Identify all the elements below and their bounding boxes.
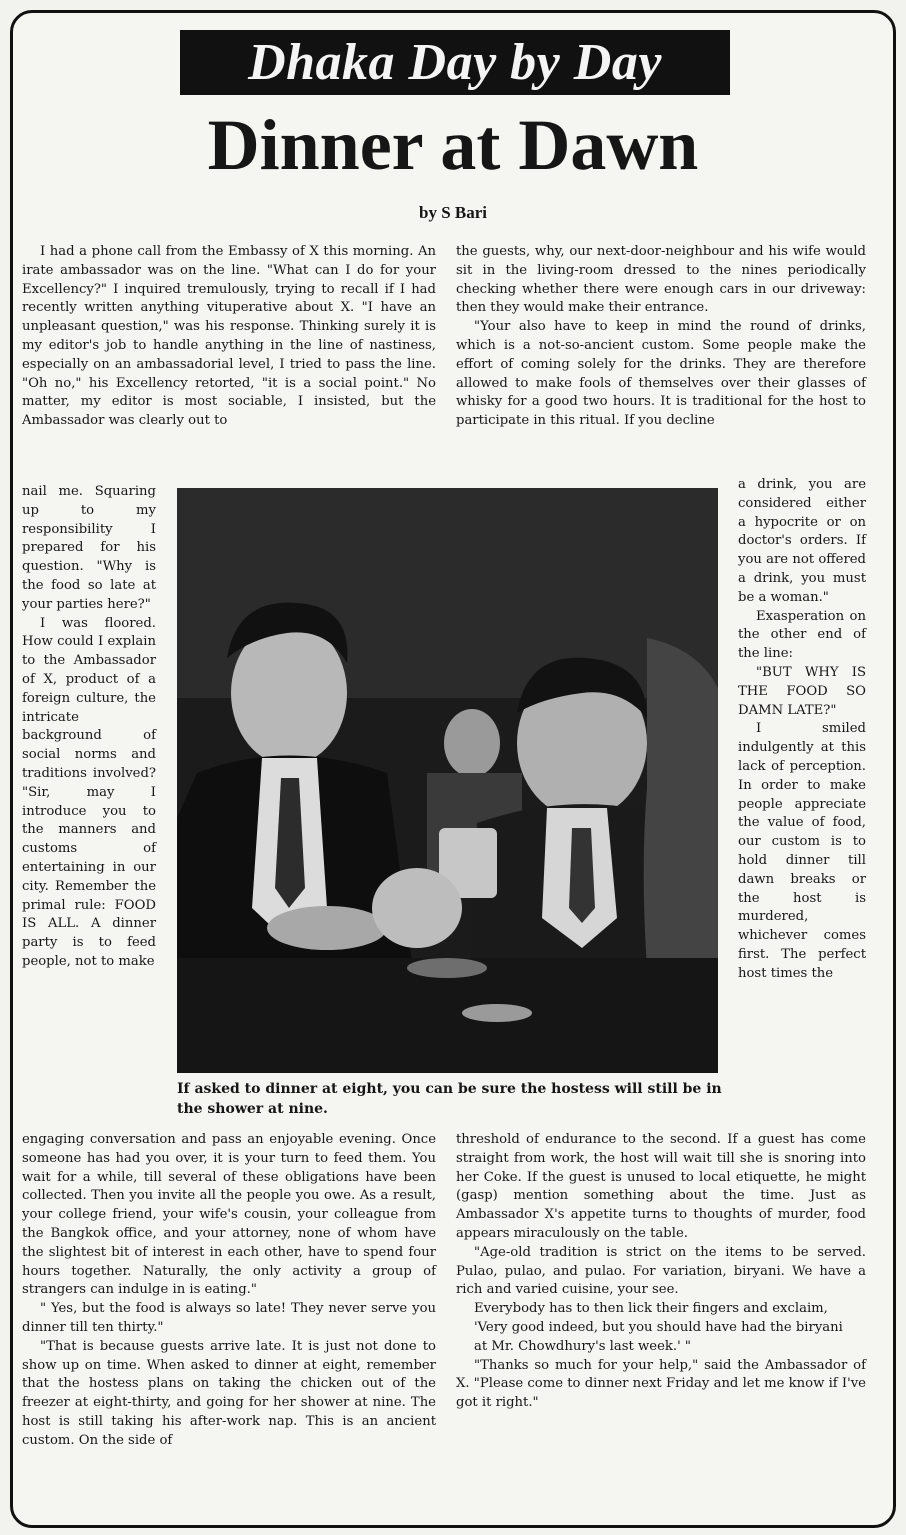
paragraph: "BUT WHY IS THE FOOD SO DAMN LATE?" [738, 664, 866, 718]
paragraph: I had a phone call from the Embassy of X this morning. An irate ambassador was on the line. "What can I do for your Excellency?" I inquired tremulously, trying to recall if I had recently written anything vituperative about X. "I have an unpleasant question," was his response. Thinking surely it is my editor's job to handle anything in the line of nastiness, especially on an ambassadorial level, I tried to pass the line. "Oh no," his Excellency retorted, "it is a social point." No matter, my editor is most sociable, I insisted, but the Ambassador was clearly out to [22, 244, 436, 429]
paragraph: "Your also have to keep in mind the round of drinks, which is a not-so-ancient custom. Some people make the effort of coming solely for the drinks. They are therefore allowed to make fools of themselves over their glasses of whisky for a good two hours. It is traditional for the host to participate in this ritual. If you decline [456, 319, 866, 429]
paragraph: Exasperation on the other end of the line: [738, 608, 866, 662]
paragraph: " Yes, but the food is always so late! They never serve you dinner till ten thirty." [22, 1301, 436, 1335]
byline: by S Bari [418, 203, 488, 222]
paragraph: at Mr. Chowdhury's last week.' " [474, 1338, 691, 1354]
paragraph: I was floored. How could I explain to the Ambassador of X, product of a foreign culture, the intricate background of social norms and traditions involved? "Sir, may I introduce you to the manners and customs of entertaining in our city. Remember the primal rule: FOOD IS ALL. A dinner party is to feed people, not to make [22, 615, 156, 969]
paragraph: "Age-old tradition is strict on the items to be served. Pulao, pulao, and pulao. For variation, biryani. We have a rich and varied cuisine, your see. [456, 1244, 866, 1298]
col2-top [456, 243, 866, 431]
photo-illustration [177, 488, 718, 1073]
paragraph: nail me. Squaring up to my responsibility I prepared for his question. "Why is the food so late at your parties here?" [22, 484, 156, 612]
col1-top [22, 243, 436, 431]
paragraph: engaging conversation and pass an enjoyable evening. Once someone has had you over, it is your turn to feed them. You wait for a while, till several of these obligations have been collected. Then you invite all the people you owe. As a result, your college friend, your wife's cousin, your colleague from the Bangkok office, and your attorney, none of whom have the slightest bit of interest in each other, have to spend four hours together. Naturally, the only activity a group of strangers can indulge in is eating." [22, 1132, 436, 1298]
paragraph: 'Very good indeed, but you should have had the biryani [474, 1319, 843, 1335]
paragraph: the guests, why, our next-door-neighbour and his wife would sit in the living-room dressed to the nines periodically checking whether there were enough cars in our driveway: then they would make their entrance. [456, 244, 866, 316]
col1-side [22, 483, 156, 972]
paragraph: I smiled indulgently at this lack of perception. In order to make people appreciate the value of food, our custom is to hold dinner till dawn breaks or the host is murdered, whichever comes first. The perfect host times the [738, 721, 866, 981]
dinner-photo [177, 488, 718, 1073]
col2-bottom [456, 1131, 866, 1413]
col1-bottom [22, 1131, 436, 1451]
paragraph: Everybody has to then lick their fingers and exclaim, [474, 1301, 828, 1317]
banner-title: Dhaka Day by Day [248, 34, 662, 91]
photo-caption: If asked to dinner at eight, you can be sure the hostess will still be in the shower at nine. [177, 1081, 722, 1117]
paragraph: "Thanks so much for your help," said the Ambassador of X. "Please come to dinner next Friday and let me know if I've got it right." [456, 1357, 866, 1411]
paragraph: a drink, you are considered either a hypocrite or on doctor's orders. If you are not offered a drink, you must be a woman." [738, 477, 866, 605]
col2-side [738, 476, 866, 984]
column-banner [180, 30, 730, 95]
paragraph: threshold of endurance to the second. If a guest has come straight from work, the host will wait till she is snoring into her Coke. If the guest is unused to local etiquette, he might (gasp) mention something about the time. Just as Ambassador X's appetite turns to thoughts of murder, food appears miraculously on the table. [456, 1132, 866, 1241]
paragraph: "That is because guests arrive late. It is just not done to show up on time. When asked to dinner at eight, remember that the hostess plans on taking the chicken out of the freezer at eight-thirty, and going for her shower at nine. The host is still taking his after-work nap. This is an ancient custom. On the side of [22, 1338, 436, 1448]
headline: Dinner at Dawn [207, 105, 699, 185]
